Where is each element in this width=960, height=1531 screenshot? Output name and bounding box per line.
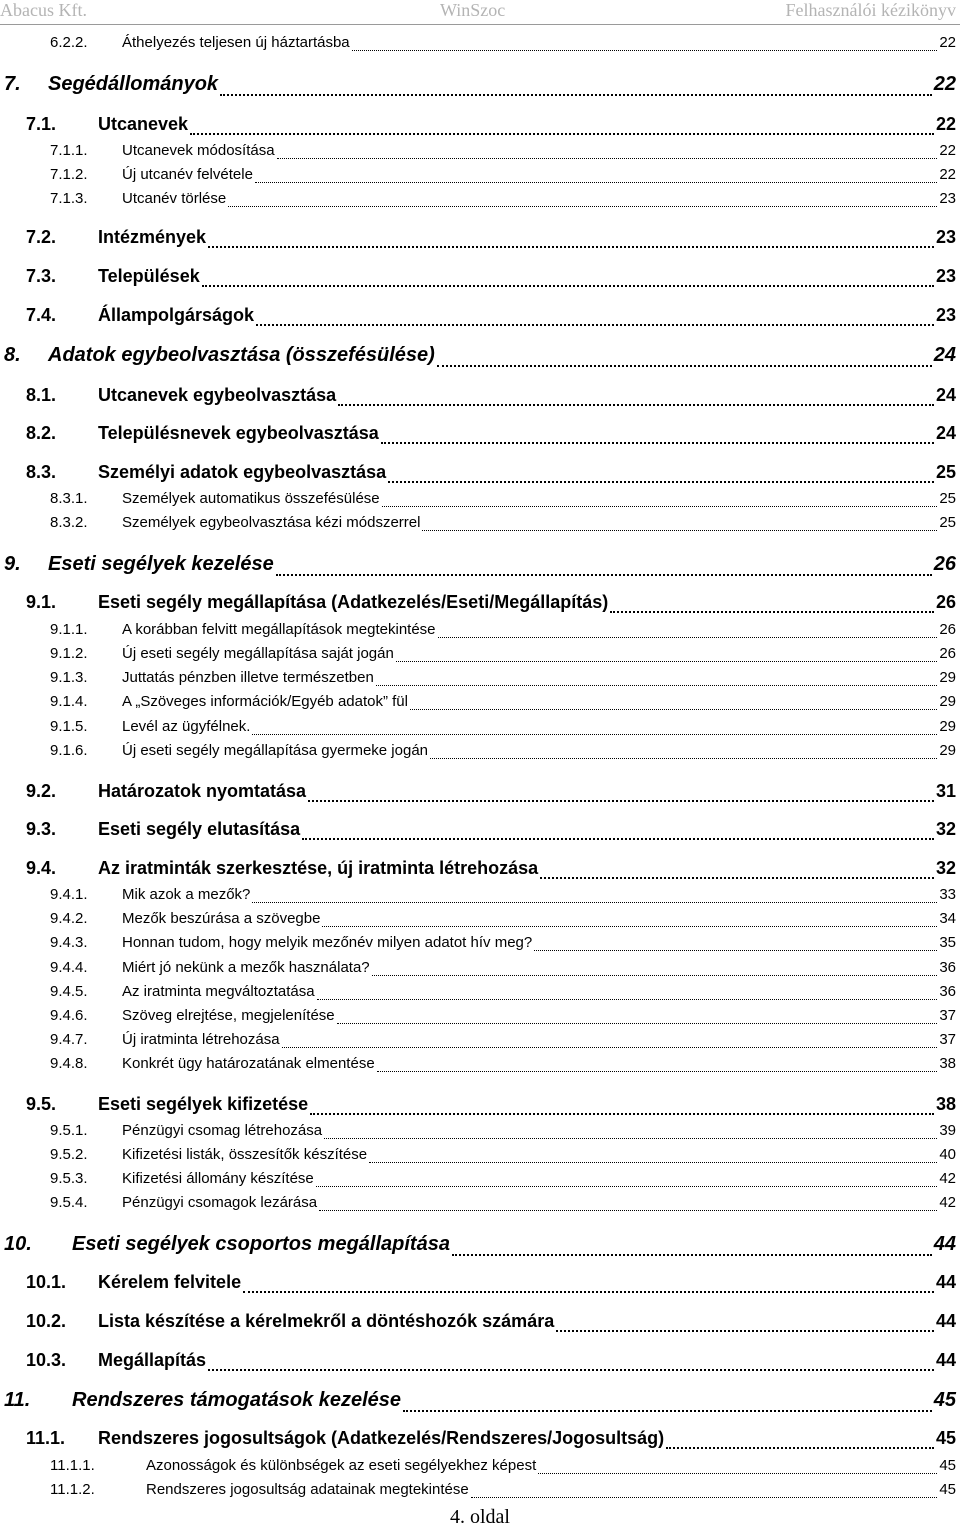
toc-entry[interactable] xyxy=(0,781,956,805)
toc-entry-title: Megállapítás xyxy=(98,1350,207,1370)
toc-entry-page: 29 xyxy=(939,669,956,686)
toc-entry[interactable] xyxy=(0,344,956,370)
toc-entry-title: Utcanév törlése xyxy=(122,190,227,207)
toc-entry-page: 38 xyxy=(939,1055,956,1072)
toc-entry-title: Új iratminta létrehozása xyxy=(122,1031,280,1048)
toc-entry-page: 44 xyxy=(935,1311,956,1331)
toc-entry-title: Eseti segélyek kezelése xyxy=(48,553,274,575)
toc-entry-page: 26 xyxy=(935,592,956,612)
toc-entry-title: Állampolgárságok xyxy=(98,305,255,325)
toc-leader-dots xyxy=(317,999,937,1000)
toc-entry-number: 7.1. xyxy=(26,114,57,134)
toc-entry-title: A „Szöveges információk/Egyéb adatok” fül xyxy=(122,693,408,710)
toc-entry-number: 9.1.1. xyxy=(50,621,88,638)
toc-entry[interactable] xyxy=(0,1055,956,1075)
toc-entry-page: 26 xyxy=(933,553,956,575)
toc-entry-title: Rendszeres jogosultság adatainak megtekintése xyxy=(146,1481,469,1498)
toc-entry-title: Személyi adatok egybeolvasztása xyxy=(98,462,387,482)
toc-leader-dots xyxy=(410,709,937,710)
toc-entry-page: 44 xyxy=(935,1272,956,1292)
toc-leader-dots xyxy=(438,637,937,638)
toc-entry-title: Új eseti segély megállapítása gyermeke jogán xyxy=(122,742,428,759)
toc-entry-page: 42 xyxy=(939,1170,956,1187)
toc-entry-title: Lista készítése a kérelmekről a döntéshozók számára xyxy=(98,1311,555,1331)
toc-entry-title: Levél az ügyfélnek. xyxy=(122,718,251,735)
toc-entry-number: 9.4.3. xyxy=(50,934,88,951)
toc-entry[interactable] xyxy=(0,1007,956,1027)
toc-entry-number: 7.4. xyxy=(26,305,57,325)
toc-entry[interactable] xyxy=(0,1031,956,1051)
toc-entry-number: 9.4.5. xyxy=(50,983,88,1000)
toc-entry-number: 8.3.2. xyxy=(50,514,88,531)
toc-entry-page: 45 xyxy=(935,1428,956,1448)
toc-leader-dots xyxy=(540,877,934,879)
toc-entry-page: 25 xyxy=(939,514,956,531)
toc-entry-page: 24 xyxy=(935,385,956,405)
toc-entry[interactable] xyxy=(0,1350,956,1374)
toc-entry-number: 11. xyxy=(4,1389,31,1411)
toc-entry-title: Kifizetési listák, összesítők készítése xyxy=(122,1146,368,1163)
toc-entry-number: 9.4.8. xyxy=(50,1055,88,1072)
toc-entry-title: Miért jó nekünk a mezők használata? xyxy=(122,959,370,976)
toc-entry[interactable] xyxy=(0,858,956,882)
toc-entry[interactable] xyxy=(0,1272,956,1296)
toc-entry-number: 10.1. xyxy=(26,1272,67,1292)
toc-entry-number: 9.5. xyxy=(26,1094,57,1114)
toc-entry-page: 34 xyxy=(939,910,956,927)
toc-leader-dots xyxy=(403,1410,932,1412)
toc-entry-page: 29 xyxy=(939,693,956,710)
toc-entry-number: 9.5.3. xyxy=(50,1170,88,1187)
toc-entry-page: 45 xyxy=(939,1457,956,1474)
toc-leader-dots xyxy=(337,1023,937,1024)
toc-entry-number: 9.1.3. xyxy=(50,669,88,686)
toc-entry-number: 11.1. xyxy=(26,1428,66,1448)
toc-entry-title: Juttatás pénzben illetve természetben xyxy=(122,669,374,686)
toc-entry-number: 7.1.3. xyxy=(50,190,88,207)
toc-entry[interactable] xyxy=(0,983,956,1003)
toc-entry-page: 36 xyxy=(939,959,956,976)
toc-entry-page: 25 xyxy=(939,490,956,507)
toc-entry-page: 39 xyxy=(939,1122,956,1139)
header-company: Abacus Kft. xyxy=(0,0,87,20)
toc-entry-page: 37 xyxy=(939,1007,956,1024)
toc-entry-page: 29 xyxy=(939,718,956,735)
toc-leader-dots xyxy=(338,404,934,406)
toc-entry-number: 7.2. xyxy=(26,227,57,247)
toc-entry-number: 8.1. xyxy=(26,385,57,405)
toc-leader-dots xyxy=(534,950,937,951)
toc-leader-dots xyxy=(202,285,934,287)
toc-leader-dots xyxy=(322,926,937,927)
toc-leader-dots xyxy=(310,1113,934,1115)
toc-entry-title: Kérelem felvitele xyxy=(98,1272,242,1292)
toc-entry-title: Személyek automatikus összefésülése xyxy=(122,490,380,507)
toc-entry[interactable] xyxy=(0,423,956,447)
toc-entry-page: 23 xyxy=(939,190,956,207)
toc-entry[interactable] xyxy=(0,1194,956,1214)
toc-entry[interactable] xyxy=(0,1146,956,1166)
toc-entry-number: 9.1.5. xyxy=(50,718,88,735)
toc-entry[interactable] xyxy=(0,742,956,762)
toc-entry[interactable] xyxy=(0,490,956,510)
toc-entry-title: Új eseti segély megállapítása saját jogán xyxy=(122,645,394,662)
toc-entry[interactable] xyxy=(0,645,956,665)
toc-entry-page: 42 xyxy=(939,1194,956,1211)
toc-entry-page: 26 xyxy=(939,621,956,638)
toc-entry-number: 6.2.2. xyxy=(50,34,88,51)
toc-leader-dots xyxy=(437,365,932,367)
toc-entry-number: 9.4.4. xyxy=(50,959,88,976)
toc-entry-title: Adatok egybeolvasztása (összefésülése) xyxy=(48,344,435,366)
toc-entry-title: Rendszeres jogosultságok (Adatkezelés/Rendszeres/Jogosultság) xyxy=(98,1428,665,1448)
toc-entry[interactable] xyxy=(0,114,956,138)
toc-entry-number: 9.5.2. xyxy=(50,1146,88,1163)
toc-entry-page: 32 xyxy=(935,819,956,839)
toc-entry-page: 32 xyxy=(935,858,956,878)
toc-entry-number: 9.4.1. xyxy=(50,886,88,903)
toc-entry-title: Utcanevek módosítása xyxy=(122,142,275,159)
toc-entry-page: 37 xyxy=(939,1031,956,1048)
toc-entry-title: Áthelyezés teljesen új háztartásba xyxy=(122,34,350,51)
toc-entry[interactable] xyxy=(0,1481,956,1501)
toc-leader-dots xyxy=(243,1291,934,1293)
toc-entry[interactable] xyxy=(0,166,956,186)
toc-entry-title: Települések xyxy=(98,266,200,286)
toc-entry-page: 22 xyxy=(939,142,956,159)
toc-leader-dots xyxy=(252,734,937,735)
toc-entry-number: 11.1.2. xyxy=(50,1481,95,1498)
toc-leader-dots xyxy=(452,1254,932,1256)
toc-entry-page: 24 xyxy=(935,423,956,443)
toc-leader-dots xyxy=(388,481,934,483)
toc-leader-dots xyxy=(430,758,937,759)
toc-entry[interactable] xyxy=(0,462,956,486)
toc-entry[interactable] xyxy=(0,1428,956,1452)
toc-entry[interactable] xyxy=(0,819,956,843)
toc-entry[interactable] xyxy=(0,1233,956,1259)
toc-entry-title: Mezők beszúrása a szövegbe xyxy=(122,910,321,927)
toc-leader-dots xyxy=(277,158,937,159)
toc-entry[interactable] xyxy=(0,1389,956,1415)
toc-entry-number: 9.4. xyxy=(26,858,57,878)
toc-entry-title: Segédállományok xyxy=(48,73,219,95)
toc-entry-page: 23 xyxy=(935,266,956,286)
toc-leader-dots xyxy=(255,182,937,183)
toc-leader-dots xyxy=(372,975,937,976)
toc-entry-page: 22 xyxy=(933,73,956,95)
toc-entry-number: 9.1.2. xyxy=(50,645,88,662)
toc-entry-number: 10.2. xyxy=(26,1311,67,1331)
toc-entry-number: 7.1.2. xyxy=(50,166,88,183)
toc-entry[interactable] xyxy=(0,592,956,616)
toc-entry-title: Az iratminta megváltoztatása xyxy=(122,983,315,1000)
toc-leader-dots xyxy=(190,133,934,135)
toc-entry-title: Pénzügyi csomag létrehozása xyxy=(122,1122,323,1139)
toc-entry-number: 9.1. xyxy=(26,592,57,612)
toc-entry-number: 8.3. xyxy=(26,462,57,482)
toc-entry[interactable] xyxy=(0,621,956,641)
toc-entry-number: 7.1.1. xyxy=(50,142,88,159)
toc-leader-dots xyxy=(538,1473,937,1474)
toc-entry-number: 10. xyxy=(4,1233,32,1255)
toc-entry-title: Új utcanév felvétele xyxy=(122,166,253,183)
toc-entry-title: Konkrét ügy határozatának elmentése xyxy=(122,1055,375,1072)
toc-entry[interactable] xyxy=(0,266,956,290)
toc-leader-dots xyxy=(610,611,934,613)
toc-entry-page: 29 xyxy=(939,742,956,759)
toc-leader-dots xyxy=(302,838,934,840)
toc-entry[interactable] xyxy=(0,959,956,979)
toc-entry[interactable] xyxy=(0,514,956,534)
toc-leader-dots xyxy=(208,1369,934,1371)
toc-entry-number: 9.4.2. xyxy=(50,910,88,927)
toc-leader-dots xyxy=(208,246,934,248)
toc-entry[interactable] xyxy=(0,886,956,906)
toc-entry-number: 8.2. xyxy=(26,423,57,443)
toc-entry-title: Utcanevek egybeolvasztása xyxy=(98,385,337,405)
toc-entry[interactable] xyxy=(0,1094,956,1118)
toc-leader-dots xyxy=(308,800,934,802)
toc-entry-title: Eseti segélyek kifizetése xyxy=(98,1094,309,1114)
toc-leader-dots xyxy=(324,1138,937,1139)
toc-entry-number: 7. xyxy=(4,73,21,95)
toc-leader-dots xyxy=(256,324,934,326)
toc-entry-title: Kifizetési állomány készítése xyxy=(122,1170,314,1187)
toc-entry-number: 11.1.1. xyxy=(50,1457,95,1474)
toc-leader-dots xyxy=(396,661,937,662)
page-number: 4. oldal xyxy=(450,1506,510,1528)
toc-entry[interactable] xyxy=(0,910,956,930)
toc-entry-title: Szöveg elrejtése, megjelenítése xyxy=(122,1007,335,1024)
toc-entry-number: 9.1.4. xyxy=(50,693,88,710)
toc-entry-title: Azonosságok és különbségek az eseti segélyekhez képest xyxy=(146,1457,537,1474)
toc-entry-page: 25 xyxy=(935,462,956,482)
toc-leader-dots xyxy=(376,685,937,686)
toc-leader-dots xyxy=(220,94,932,96)
toc-entry[interactable] xyxy=(0,73,956,99)
toc-entry-page: 45 xyxy=(933,1389,956,1411)
toc-leader-dots xyxy=(319,1210,937,1211)
toc-entry-title: Utcanevek xyxy=(98,114,189,134)
toc-entry[interactable] xyxy=(0,34,956,54)
toc-entry-number: 9.5.1. xyxy=(50,1122,88,1139)
toc-entry-title: Az iratminták szerkesztése, új iratminta létrehozása xyxy=(98,858,539,878)
toc-leader-dots xyxy=(369,1162,937,1163)
toc-entry-page: 23 xyxy=(935,305,956,325)
toc-entry-number: 9. xyxy=(4,553,21,575)
toc-entry[interactable] xyxy=(0,693,956,713)
toc-entry[interactable] xyxy=(0,669,956,689)
toc-leader-dots xyxy=(352,50,937,51)
toc-entry[interactable] xyxy=(0,1311,956,1335)
toc-entry-page: 40 xyxy=(939,1146,956,1163)
toc-entry-page: 44 xyxy=(935,1350,956,1370)
toc-entry[interactable] xyxy=(0,1457,956,1477)
toc-leader-dots xyxy=(276,574,932,576)
toc-entry-page: 36 xyxy=(939,983,956,1000)
toc-entry[interactable] xyxy=(0,385,956,409)
toc-entry-number: 9.3. xyxy=(26,819,57,839)
toc-entry-title: Eseti segély elutasítása xyxy=(98,819,301,839)
toc-entry-number: 8. xyxy=(4,344,21,366)
toc-leader-dots xyxy=(666,1447,934,1449)
toc-entry[interactable] xyxy=(0,305,956,329)
toc-entry-number: 9.2. xyxy=(26,781,57,801)
toc-entry-page: 22 xyxy=(939,166,956,183)
toc-leader-dots xyxy=(282,1047,937,1048)
toc-entry-page: 26 xyxy=(939,645,956,662)
toc-entry[interactable] xyxy=(0,190,956,210)
toc-entry-title: Honnan tudom, hogy melyik mezőnév milyen adatot hív meg? xyxy=(122,934,533,951)
toc-entry-number: 9.1.6. xyxy=(50,742,88,759)
toc-entry-page: 31 xyxy=(935,781,956,801)
toc-entry-page: 24 xyxy=(933,344,956,366)
toc-entry[interactable] xyxy=(0,1122,956,1142)
toc-entry-page: 33 xyxy=(939,886,956,903)
toc-entry-number: 8.3.1. xyxy=(50,490,88,507)
toc-entry-number: 9.4.6. xyxy=(50,1007,88,1024)
toc-entry-number: 7.3. xyxy=(26,266,57,286)
toc-entry[interactable] xyxy=(0,227,956,251)
toc-entry-title: Településnevek egybeolvasztása xyxy=(98,423,379,443)
toc-leader-dots xyxy=(471,1497,937,1498)
toc-leader-dots xyxy=(382,506,937,507)
toc-entry-title: Rendszeres támogatások kezelése xyxy=(72,1389,402,1411)
toc-entry-title: Határozatok nyomtatása xyxy=(98,781,307,801)
toc-entry-title: A korábban felvitt megállapítások megtekintése xyxy=(122,621,436,638)
toc-entry[interactable] xyxy=(0,553,956,579)
toc-leader-dots xyxy=(422,530,937,531)
toc-entry-title: Mik azok a mezők? xyxy=(122,886,251,903)
toc-leader-dots xyxy=(316,1186,937,1187)
toc-entry-page: 45 xyxy=(939,1481,956,1498)
toc-entry-page: 38 xyxy=(935,1094,956,1114)
header-doc-title: Felhasználói kézikönyv xyxy=(785,0,956,20)
header-product: WinSzoc xyxy=(440,0,506,20)
toc-leader-dots xyxy=(556,1330,934,1332)
toc-leader-dots xyxy=(228,206,937,207)
toc-entry-title: Személyek egybeolvasztása kézi módszerrel xyxy=(122,514,421,531)
toc-entry-number: 9.5.4. xyxy=(50,1194,88,1211)
toc-entry-title: Pénzügyi csomagok lezárása xyxy=(122,1194,318,1211)
toc-entry[interactable] xyxy=(0,934,956,954)
toc-leader-dots xyxy=(381,442,934,444)
toc-leader-dots xyxy=(252,902,937,903)
toc-entry-page: 35 xyxy=(939,934,956,951)
toc-entry-page: 22 xyxy=(935,114,956,134)
toc-entry-page: 23 xyxy=(935,227,956,247)
toc-entry[interactable] xyxy=(0,142,956,162)
toc-entry-page: 22 xyxy=(939,34,956,51)
toc-entry[interactable] xyxy=(0,1170,956,1190)
toc-entry[interactable] xyxy=(0,718,956,738)
toc-entry-number: 10.3. xyxy=(26,1350,67,1370)
toc-leader-dots xyxy=(377,1071,937,1072)
toc-entry-title: Eseti segélyek csoportos megállapítása xyxy=(72,1233,450,1255)
toc-entry-title: Eseti segély megállapítása (Adatkezelés/Eseti/Megállapítás) xyxy=(98,592,609,612)
toc-entry-page: 44 xyxy=(933,1233,956,1255)
toc-entry-number: 9.4.7. xyxy=(50,1031,88,1048)
toc-entry-title: Intézmények xyxy=(98,227,207,247)
